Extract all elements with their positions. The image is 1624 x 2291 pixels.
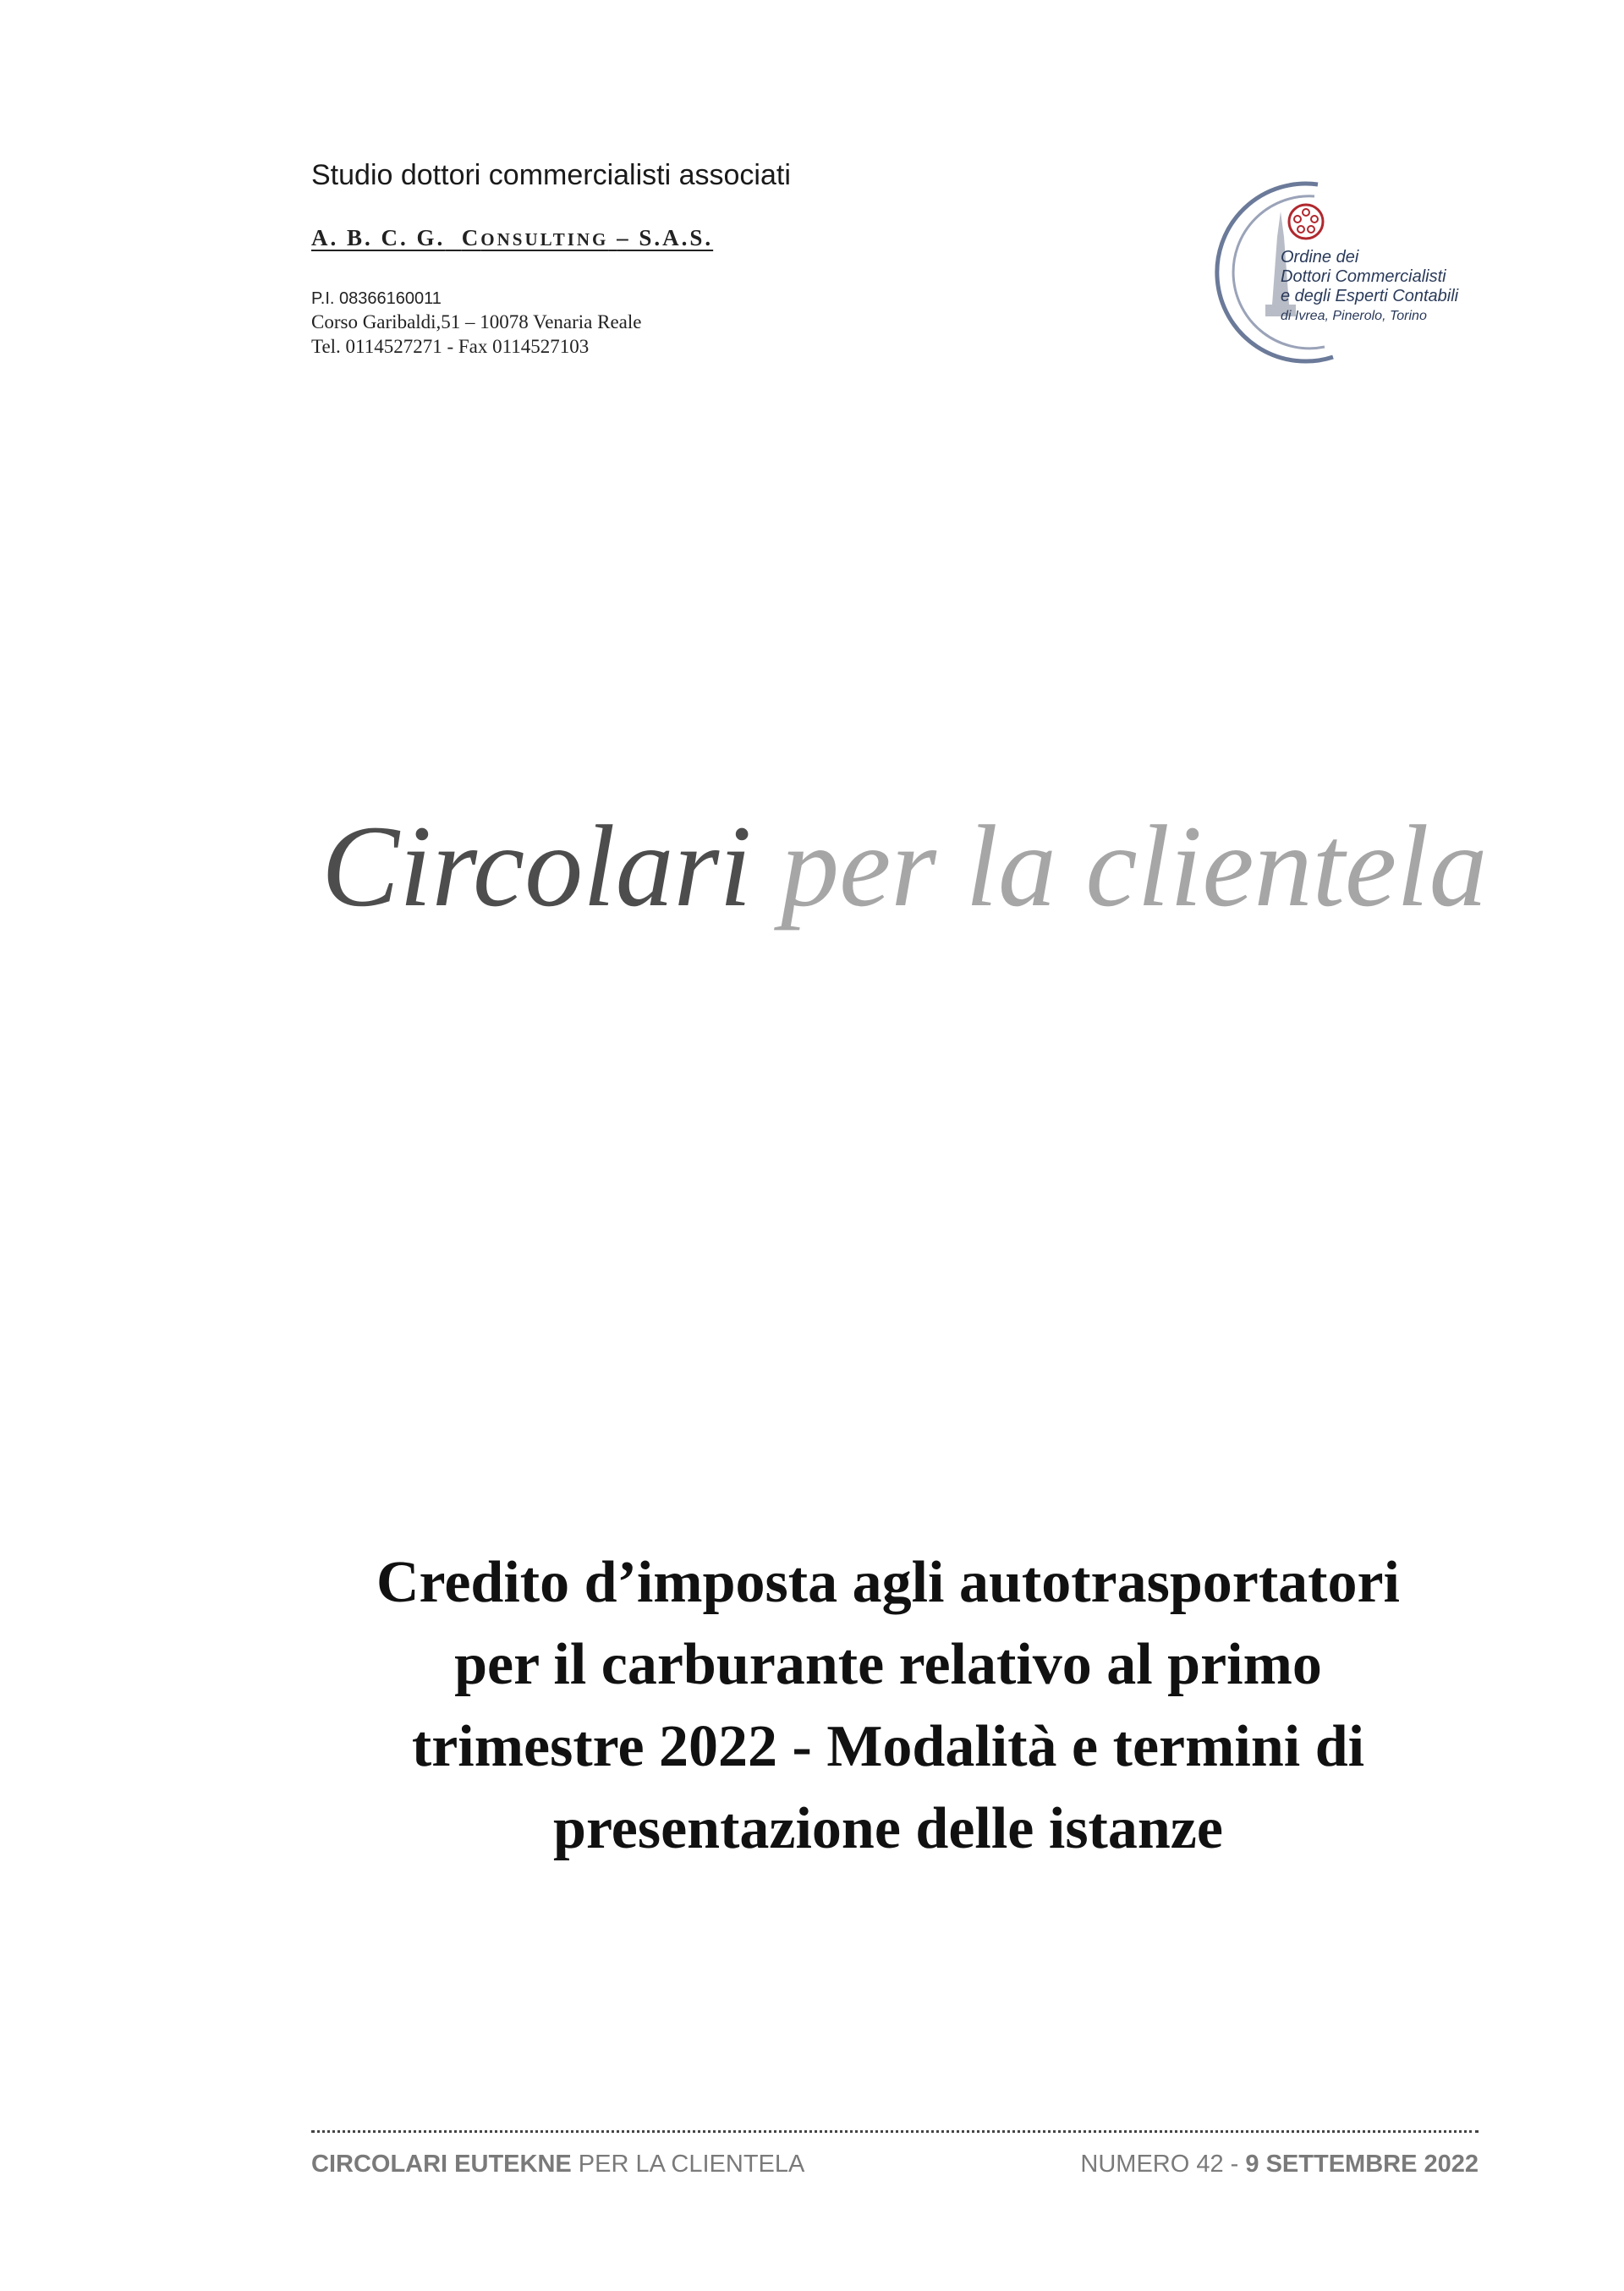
company-suffix: – S.A.S.: [617, 225, 714, 250]
footer-series-bold: CIRCOLARI EUTEKNE: [311, 2151, 572, 2178]
address: Corso Garibaldi,51 – 10078 Venaria Reale: [311, 311, 642, 332]
company-initials: A. B. C. G.: [311, 225, 446, 250]
vat-number: P.I. 08366160011: [311, 289, 442, 308]
circolari-banner: [321, 801, 1488, 931]
banner-word-circolari: Circolari: [321, 801, 752, 931]
footer-issue-number: NUMERO 42 -: [1080, 2151, 1246, 2178]
phone-fax: Tel. 0114527271 - Fax 0114527103: [311, 336, 590, 357]
company-onsulting: ONSULTING: [480, 229, 609, 250]
footer-issue-date: 9 SETTEMBRE 2022: [1245, 2151, 1479, 2178]
footer-series-rest: PER LA CLIENTELA: [571, 2151, 805, 2178]
company-name: [311, 225, 713, 251]
title-line-3: trimestre 2022 - Modalità e termini di: [411, 1714, 1365, 1779]
company-c: C: [461, 225, 481, 250]
footer-issue: [1080, 2151, 1479, 2178]
logo-line-1: Ordine dei: [1281, 248, 1359, 266]
logo-line-2: Dottori Commercialisti: [1281, 267, 1446, 286]
logo-line-3: e degli Esperti Contabili: [1281, 287, 1459, 305]
footer-series: [311, 2151, 804, 2178]
logo-text: [1281, 248, 1458, 326]
title-line-2: per il carburante relativo al primo: [454, 1632, 1322, 1697]
title-line-4: presentazione delle istanze: [553, 1796, 1223, 1861]
logo-line-4: di Ivrea, Pinerolo, Torino: [1281, 309, 1427, 323]
footer-divider: [311, 2130, 1479, 2133]
ordine-star-emblem-icon: [1289, 205, 1323, 239]
title-line-1: Credito d’imposta agli autotrasportatori: [376, 1550, 1400, 1615]
document-title: [304, 1541, 1472, 1870]
studio-name: Studio dottori commercialisti associati: [311, 159, 791, 191]
banner-words-clientela: per la clientela: [781, 801, 1488, 931]
